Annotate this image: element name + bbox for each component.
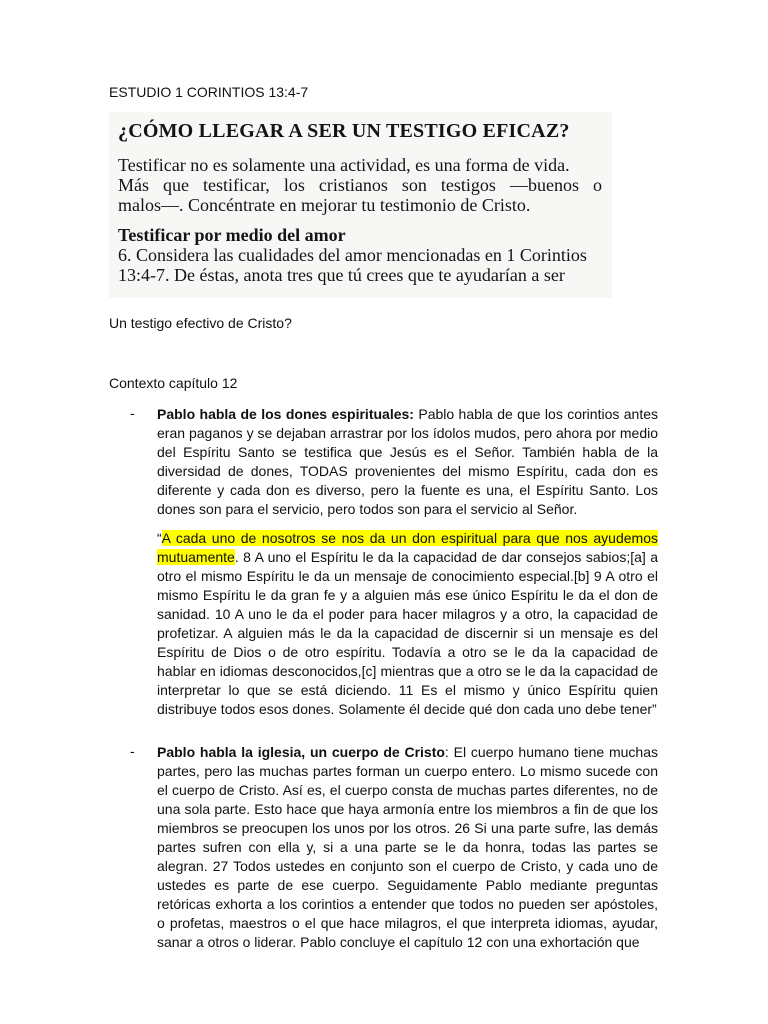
bible-quote — [157, 529, 658, 719]
bullet-cuerpo-de-cristo — [157, 743, 658, 952]
scan-question — [118, 245, 602, 285]
document-title: ESTUDIO 1 CORINTIOS 13:4-7 — [109, 84, 309, 100]
scan-paragraph-line: Testificar no es solamente una actividad, es una forma de vida. — [118, 155, 570, 175]
highlighted-text: A cada uno de nosotros se nos da un don espiritual para que nos ayudemos mutuamente — [157, 530, 658, 565]
scan-paragraph — [118, 155, 602, 215]
scan-paragraph-line: Más que testificar, los cristianos son testigos —buenos o — [118, 175, 602, 195]
quote-text: . 8 A uno el Espíritu le da la capacidad de dar consejos sabios;[a] a otro el mismo Espíritu le da un mensaje de conocimiento especial.[b] 9 A otro el mismo Espíritu le da gran fe y a alguien más ese único Espíritu le da el don de sanidad. 10 A uno le da el poder para hacer milagros y a otro, la capacidad de profetizar. A alguien más le da la capacidad de discernir si un mensaje es del Espíritu de Dios o de otro espíritu. Todavía a otro se le da la capacidad de hablar en idiomas desconocidos,[c] mientras que a otro se le da la capacidad de interpretar lo que se está diciendo. 11 Es el mismo y único Espíritu quien distribuye todos esos dones. Solamente él decide qué don cada uno debe tener” — [157, 549, 658, 717]
bullet-text: : El cuerpo humano tiene muchas partes, pero las muchas partes forman un cuerpo entero. Lo mismo sucede con el cuerpo de Cristo. Así es, el cuerpo consta de muchas partes diferentes, no de una sola parte. Esto hace que haya armonía entre los miembros a fin de que los miembros se preocupen los unos por los otros. 26 Si una parte sufre, las demás partes sufren con ella y, si a una parte se le da honra, todas las partes se alegran. 27 Todos ustedes en conjunto son el cuerpo de Cristo, y cada uno de ustedes es parte de ese cuerpo. Seguidamente Pablo mediante preguntas retóricas exhorta a los corintios a entender que todos no pueden ser apóstoles, o profetas, maestros o el que hace milagros, el que interpreta idiomas, ayudar, sanar a otros o liderar. Pablo concluye el capítulo 12 con una exhortación que — [157, 744, 658, 950]
scanned-excerpt-image — [109, 112, 612, 298]
scan-question-line: 13:4-7. De éstas, anota tres que tú crees que te ayudarían a ser — [118, 265, 565, 285]
scan-heading: ¿CÓMO LLEGAR A SER UN TESTIGO EFICAZ? — [118, 120, 570, 142]
scan-question-line: 6. Considera las cualidades del amor mencionadas en 1 Corintios — [118, 245, 587, 265]
context-heading: Contexto capítulo 12 — [109, 375, 238, 391]
bullet-dash: - — [130, 743, 135, 759]
scan-subheading: Testificar por medio del amor — [118, 225, 346, 245]
bullet-heading: Pablo habla la iglesia, un cuerpo de Cristo — [157, 744, 445, 760]
bullet-dash: - — [130, 405, 135, 421]
bullet-text: Pablo habla de que los corintios antes eran paganos y se dejaban arrastrar por los ídolos mudos, pero ahora por medio del Espíritu Santo se testifica que Jesús es el Señor. También habla de la diversidad de dones, TODAS provenientes del mismo Espíritu, cada don es diferente y cada don es diverso, pero la fuente es una, el Espíritu Santo. Los dones son para el servicio, pero todos son para el servicio al Señor. — [157, 406, 659, 517]
bullet-heading: Pablo habla de los dones espirituales: — [157, 406, 414, 422]
question-continuation: Un testigo efectivo de Cristo? — [109, 315, 292, 331]
bullet-dones-espirituales — [157, 405, 658, 519]
scan-paragraph-line: malos—. Concéntrate en mejorar tu testimonio de Cristo. — [118, 195, 531, 215]
quote-open-mark: “ — [157, 530, 162, 546]
